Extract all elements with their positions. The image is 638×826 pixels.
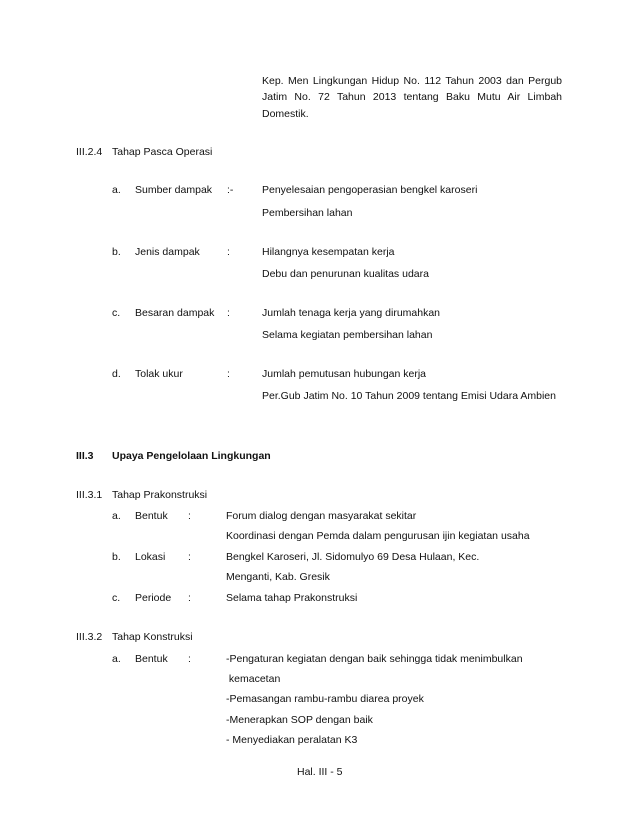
intro-line-3: Domestik.	[262, 108, 309, 120]
item-separator: :	[227, 246, 230, 258]
item-value-line: Forum dialog dengan masyarakat sekitar	[226, 510, 417, 522]
item-separator: :	[188, 592, 191, 604]
item-value-line: Selama tahap Prakonstruksi	[226, 592, 358, 604]
intro-line-1: Kep. Men Lingkungan Hidup No. 112 Tahun 2003 dan Pergub	[262, 75, 562, 87]
item-value-line: Jumlah tenaga kerja yang dirumahkan	[262, 307, 441, 319]
item-value-line: Hilangnya kesempatan kerja	[262, 246, 395, 258]
item-label: Sumber dampak	[135, 184, 213, 196]
item-letter: d.	[112, 368, 121, 380]
item-letter: c.	[112, 592, 121, 604]
item-letter: a.	[112, 653, 121, 665]
item-letter: c.	[112, 307, 121, 319]
item-value-line: Koordinasi dengan Pemda dalam pengurusan ijin kegiatan usaha	[226, 530, 530, 542]
item-label: Tolak ukur	[135, 368, 183, 380]
item-value-line: Bengkel Karoseri, Jl. Sidomulyo 69 Desa Hulaan, Kec.	[226, 551, 480, 563]
section-number: III.3.1	[76, 489, 103, 501]
item-label: Bentuk	[135, 510, 168, 522]
item-label: Lokasi	[135, 551, 166, 563]
item-letter: b.	[112, 551, 121, 563]
item-value-line: Jumlah pemutusan hubungan kerja	[262, 368, 427, 380]
item-label: Bentuk	[135, 653, 168, 665]
item-label: Besaran dampak	[135, 307, 215, 319]
item-value-line: Pembersihan lahan	[262, 207, 353, 219]
item-value-line: -Pemasangan rambu-rambu diarea proyek	[226, 693, 424, 705]
item-value-line: Selama kegiatan pembersihan lahan	[262, 329, 433, 341]
item-value-line: Penyelesaian pengoperasian bengkel karoseri	[262, 184, 478, 196]
item-value-line: kemacetan	[226, 673, 281, 685]
item-value-line: -Pengaturan kegiatan dengan baik sehingga tidak menimbulkan	[226, 653, 523, 665]
item-value-line: Menganti, Kab. Gresik	[226, 571, 330, 583]
item-letter: b.	[112, 246, 121, 258]
item-separator: :-	[227, 184, 234, 196]
item-value-line: Per.Gub Jatim No. 10 Tahun 2009 tentang Emisi Udara Ambien	[262, 390, 556, 402]
item-value-line: Debu dan penurunan kualitas udara	[262, 268, 429, 280]
item-separator: :	[188, 653, 191, 665]
section-title: Upaya Pengelolaan Lingkungan	[112, 450, 271, 462]
item-letter: a.	[112, 510, 121, 522]
intro-line-2: Jatim No. 72 Tahun 2013 tentang Baku Mutu Air Limbah	[262, 91, 562, 103]
item-separator: :	[188, 551, 191, 563]
item-value-line: -Menerapkan SOP dengan baik	[226, 714, 373, 726]
section-title: Tahap Konstruksi	[112, 631, 193, 643]
section-number: III.3	[76, 450, 94, 462]
section-title: Tahap Pasca Operasi	[112, 146, 213, 158]
section-number: III.2.4	[76, 146, 103, 158]
item-label: Jenis dampak	[135, 246, 200, 258]
section-number: III.3.2	[76, 631, 103, 643]
item-label: Periode	[135, 592, 172, 604]
section-title: Tahap Prakonstruksi	[112, 489, 208, 501]
item-letter: a.	[112, 184, 121, 196]
item-separator: :	[227, 307, 230, 319]
item-separator: :	[188, 510, 191, 522]
item-value-line: - Menyediakan peralatan K3	[226, 734, 358, 746]
page-number: Hal. III - 5	[297, 766, 343, 778]
item-separator: :	[227, 368, 230, 380]
